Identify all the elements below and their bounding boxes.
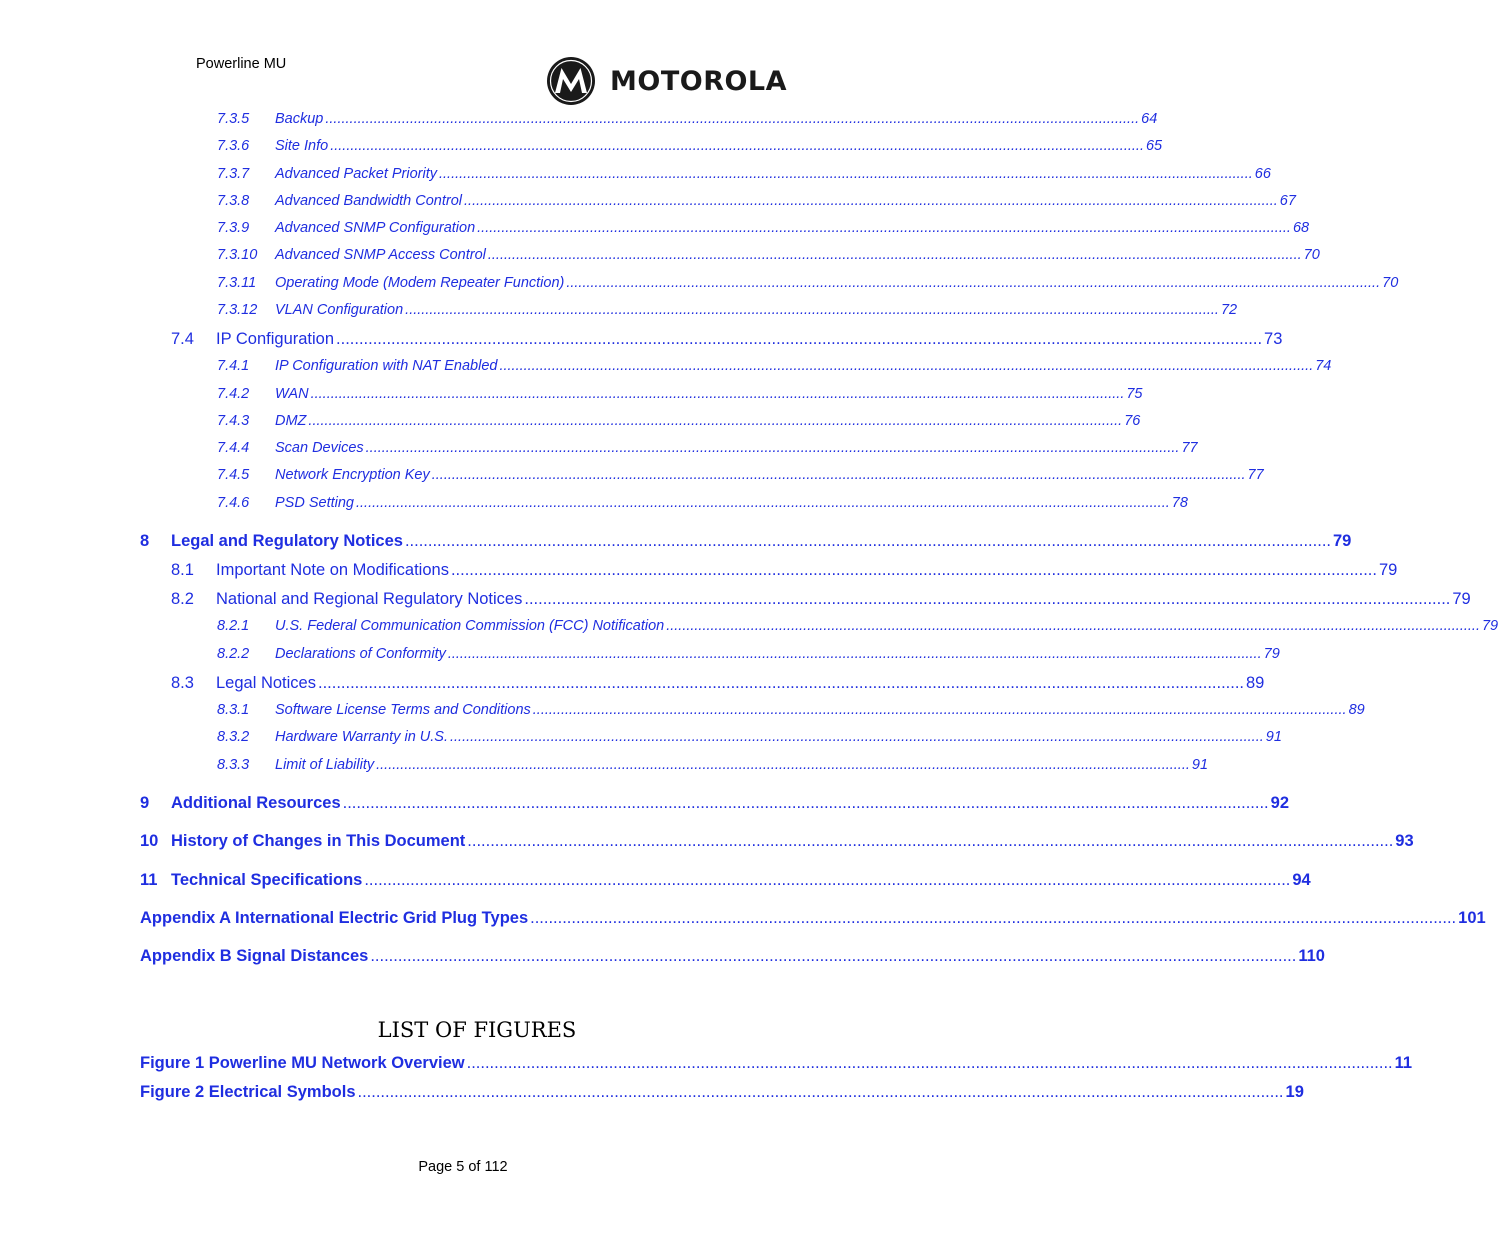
toc-number: 8.3.2 [217, 729, 250, 745]
toc-page: 101 [1458, 909, 1486, 927]
toc-number: 7.3.9 [217, 220, 250, 236]
toc-number: 9 [140, 794, 150, 812]
dot-leader: .......................................................................................................................................................................................................... [524, 590, 1451, 608]
toc-page: 93 [1395, 832, 1414, 850]
toc-title: IP Configuration [216, 330, 335, 348]
toc-entry[interactable] [217, 729, 1282, 745]
toc-title: Backup [275, 111, 324, 127]
toc-number: 7.4.6 [217, 495, 250, 511]
toc-entry[interactable] [217, 495, 1188, 511]
dot-leader: .......................................................................................................................................................................................................... [317, 674, 1244, 692]
toc-entry[interactable] [217, 166, 1271, 182]
dot-leader: .......................................................................................................................................................................................................... [450, 561, 1377, 579]
toc-title: Appendix B Signal Distances [140, 947, 369, 965]
toc-title: IP Configuration with NAT Enabled [275, 358, 498, 374]
dot-leader: .......................................................................................................................................................................................................... [370, 947, 1297, 965]
toc-number: 8.3.1 [217, 702, 250, 718]
dot-leader: .......................................................................................................................................................................................................... [464, 193, 1278, 209]
toc-number: 7.3.11 [217, 275, 257, 291]
toc-entry[interactable] [217, 618, 1498, 634]
dot-leader: .......................................................................................................................................................................................................... [439, 166, 1253, 182]
page-number: Page 5 of 112 [418, 1159, 508, 1175]
toc-page: 70 [1382, 275, 1399, 291]
toc-entry[interactable] [140, 909, 1486, 928]
toc-number: 7.3.8 [217, 193, 250, 209]
figure-title: Figure 2 Electrical Symbols [140, 1083, 356, 1101]
figure-entry[interactable] [140, 1083, 1304, 1102]
toc-title: Important Note on Modifications [216, 561, 449, 579]
toc-title: Site Info [275, 138, 329, 154]
toc-title: Advanced SNMP Access Control [275, 247, 486, 263]
dot-leader: .......................................................................................................................................................................................................... [376, 757, 1190, 773]
toc-entry[interactable] [217, 467, 1264, 483]
toc-entry[interactable] [171, 590, 1471, 609]
toc-number: 7.3.5 [217, 111, 250, 127]
dot-leader: .......................................................................................................................................................................................................... [431, 467, 1246, 483]
dot-leader: .......................................................................................................................................................................................................... [357, 1083, 1284, 1101]
toc-title: Appendix A International Electric Grid Plug Types [140, 909, 529, 927]
toc-number: 7.3.10 [217, 247, 258, 263]
dot-leader: .......................................................................................................................................................................................................... [447, 646, 1262, 662]
toc-page: 66 [1254, 166, 1271, 182]
dot-leader: .......................................................................................................................................................................................................... [477, 220, 1291, 236]
toc-title: National and Regional Regulatory Notices [216, 590, 523, 608]
toc-title: DMZ [275, 413, 307, 429]
dot-leader: .......................................................................................................................................................................................................... [364, 871, 1291, 889]
dot-leader: .......................................................................................................................................................................................................... [356, 495, 1170, 511]
toc-title: PSD Setting [275, 495, 354, 511]
toc-number: 7.4.1 [217, 358, 250, 374]
toc-number: 10 [140, 832, 159, 850]
toc-page: 73 [1264, 330, 1283, 348]
toc-number: 8.2.2 [217, 646, 250, 662]
dot-leader: .......................................................................................................................................................................................................... [330, 138, 1144, 154]
toc-page: 89 [1246, 674, 1265, 692]
toc-entry[interactable] [217, 111, 1158, 127]
toc-entry[interactable] [140, 532, 1352, 551]
toc-page: 79 [1263, 646, 1280, 662]
lof-heading-text: LIST OF FIGURES [377, 1018, 577, 1042]
toc-page: 79 [1332, 532, 1352, 550]
figure-entry[interactable] [140, 1054, 1413, 1073]
toc-title: WAN [275, 386, 309, 402]
toc-page: 94 [1292, 871, 1311, 889]
toc-title: Declarations of Conformity [275, 646, 446, 662]
toc-entry[interactable] [217, 413, 1141, 429]
motorola-logo [546, 56, 787, 106]
toc-entry[interactable] [171, 674, 1265, 693]
toc-entry[interactable] [217, 646, 1280, 662]
dot-leader: .......................................................................................................................................................................................................... [336, 330, 1263, 348]
toc-entry[interactable] [217, 193, 1296, 209]
toc-entry[interactable] [217, 220, 1310, 236]
toc-number: 8.3.3 [217, 757, 250, 773]
toc-page: 67 [1279, 193, 1296, 209]
dot-leader: .......................................................................................................................................................................................................... [487, 247, 1302, 263]
toc-title: Technical Specifications [171, 871, 363, 889]
toc-entry[interactable] [171, 330, 1283, 349]
toc-page: 65 [1145, 138, 1163, 154]
toc-number: 7.3.6 [217, 138, 250, 154]
toc-number: 7.4.4 [217, 440, 250, 456]
toc-page: 68 [1292, 220, 1310, 236]
toc-page: 91 [1265, 729, 1282, 745]
figure-title: Figure 1 Powerline MU Network Overview [140, 1054, 465, 1072]
dot-leader: .......................................................................................................................................................................................................... [310, 386, 1125, 402]
toc-entry[interactable] [140, 947, 1325, 966]
toc-page: 110 [1298, 947, 1325, 965]
toc-number: 7.4.2 [217, 386, 250, 402]
toc-title: Legal and Regulatory Notices [171, 532, 403, 550]
toc-number: 8.2 [171, 590, 194, 608]
toc-page: 75 [1126, 386, 1143, 402]
toc-entry[interactable] [171, 561, 1398, 580]
toc-title: History of Changes in This Document [171, 832, 466, 850]
toc-title: Software License Terms and Conditions [275, 702, 531, 718]
dot-leader: .......................................................................................................................................................................................................... [532, 702, 1347, 718]
toc-entry[interactable] [217, 702, 1365, 718]
toc-entry[interactable] [217, 757, 1209, 773]
toc-page: 92 [1270, 794, 1289, 812]
toc-number: 8 [140, 532, 150, 550]
toc-page: 74 [1315, 358, 1332, 374]
dot-leader: .......................................................................................................................................................................................................... [499, 358, 1314, 374]
toc-page: 78 [1171, 495, 1188, 511]
toc-entry[interactable] [217, 138, 1163, 154]
toc-number: 11 [140, 871, 158, 889]
toc-number: 7.3.12 [217, 302, 258, 318]
dot-leader: .......................................................................................................................................................................................................... [530, 909, 1457, 927]
toc-title: Advanced Bandwidth Control [275, 193, 463, 209]
dot-leader: .......................................................................................................................................................................................................... [566, 275, 1381, 291]
toc-title: Hardware Warranty in U.S. [275, 729, 448, 745]
toc-page: 91 [1191, 757, 1209, 773]
toc-entry[interactable] [217, 386, 1143, 402]
toc-number: 7.3.7 [217, 166, 250, 182]
toc-entry[interactable] [217, 275, 1399, 291]
toc-page: 77 [1247, 467, 1264, 483]
dot-leader: .......................................................................................................................................................................................................... [666, 618, 1480, 634]
toc-title: Scan Devices [275, 440, 364, 456]
toc-title: Advanced Packet Priority [275, 166, 437, 182]
toc-page: 79 [1452, 590, 1471, 608]
toc-entry[interactable] [217, 440, 1198, 456]
toc-entry[interactable] [217, 247, 1320, 263]
dot-leader: .......................................................................................................................................................................................................... [466, 1054, 1393, 1072]
dot-leader: .......................................................................................................................................................................................................... [365, 440, 1180, 456]
toc-title: Additional Resources [171, 794, 341, 812]
dot-leader: .......................................................................................................................................................................................................... [308, 413, 1123, 429]
toc-page: 72 [1220, 302, 1238, 318]
dot-leader: .......................................................................................................................................................................................................... [342, 794, 1269, 812]
lof-heading [0, 1018, 954, 1042]
figure-page: 19 [1285, 1083, 1304, 1101]
toc-title: U.S. Federal Communication Commission (FCC) Notification [275, 618, 665, 634]
figure-page: 11 [1394, 1054, 1413, 1072]
document-title: Powerline MU [196, 56, 287, 72]
toc-title: Advanced SNMP Configuration [275, 220, 476, 236]
page-footer [0, 1159, 926, 1175]
toc-title: Limit of Liability [275, 757, 375, 773]
dot-leader: .......................................................................................................................................................................................................... [405, 302, 1219, 318]
toc-number: 7.4 [171, 330, 194, 348]
toc-title: VLAN Configuration [275, 302, 404, 318]
toc-page: 79 [1481, 618, 1498, 634]
toc-page: 76 [1124, 413, 1141, 429]
toc-page: 77 [1181, 440, 1198, 456]
toc-page: 70 [1303, 247, 1320, 263]
motorola-batwing-icon [546, 56, 596, 106]
toc-entry[interactable] [217, 302, 1238, 318]
toc-entry[interactable] [140, 832, 1414, 851]
toc-page: 64 [1141, 111, 1158, 127]
dot-leader: .......................................................................................................................................................................................................... [404, 532, 1331, 550]
toc-number: 7.4.3 [217, 413, 250, 429]
toc-title: Network Encryption Key [275, 467, 430, 483]
dot-leader: .......................................................................................................................................................................................................... [449, 729, 1264, 745]
toc-page: 89 [1348, 702, 1365, 718]
toc-title: Legal Notices [216, 674, 316, 692]
toc-title: Operating Mode (Modem Repeater Function) [275, 275, 565, 291]
toc-number: 8.3 [171, 674, 194, 692]
dot-leader: .......................................................................................................................................................................................................... [325, 111, 1140, 127]
toc-number: 7.4.5 [217, 467, 250, 483]
dot-leader: .......................................................................................................................................................................................................... [467, 832, 1394, 850]
toc-number: 8.1 [171, 561, 194, 579]
brand-wordmark: MOTOROLA [610, 65, 788, 97]
toc-entry[interactable] [140, 794, 1289, 813]
toc-page: 79 [1378, 561, 1398, 579]
toc-number: 8.2.1 [217, 618, 250, 634]
toc-entry[interactable] [140, 871, 1311, 890]
toc-entry[interactable] [217, 358, 1332, 374]
